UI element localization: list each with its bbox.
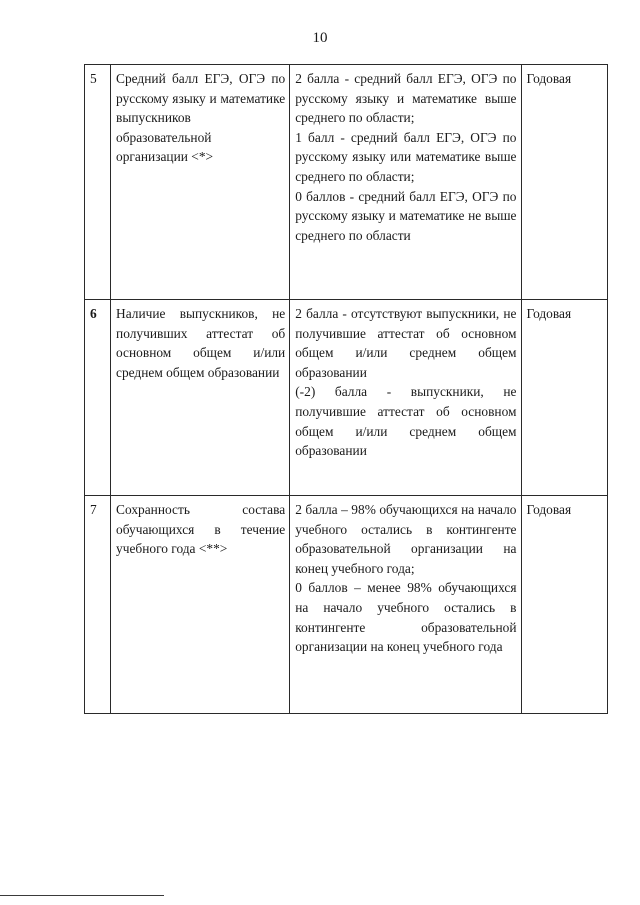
criteria-line: 0 баллов - средний балл ЕГЭ, ОГЭ по русскому языку и математике не выше среднего по области [295,188,517,243]
periodicity-cell: Годовая [521,496,608,714]
criteria-cell [290,65,521,300]
indicator-cell: Средний балл ЕГЭ, ОГЭ по русскому языку и математике выпускников образовательной организации <*> [111,65,290,300]
criteria-line: 1 балл - средний балл ЕГЭ, ОГЭ по русскому языку или математике выше среднего по области; [295,129,517,184]
indicator-cell: Сохранность состава обучающихся в течение учебного года <**> [111,496,290,714]
row-number: 6 [85,300,111,496]
footnote-divider [0,895,164,896]
table-row [85,496,608,714]
criteria-table [84,64,608,714]
criteria-line: 2 балла - отсутствуют выпускники, не получившие аттестат об основном общем и/или среднем общем образовании [295,306,517,380]
criteria-cell [290,496,521,714]
row-number: 7 [85,496,111,714]
periodicity-cell: Годовая [521,300,608,496]
table-row [85,65,608,300]
criteria-line: 2 балла – 98% обучающихся на начало учебного остались в контингенте образовательной организации на конец учебного года; [295,502,517,576]
table-row [85,300,608,496]
criteria-line: (-2) балла - выпускники, не получившие аттестат об основном общем и/или среднем общем образовании [295,384,517,459]
row-number: 5 [85,65,111,300]
periodicity-cell: Годовая [521,65,608,300]
criteria-line: 0 баллов – менее 98% обучающихся на начало учебного остались в контингенте образовательной организации на конец учебного года [295,580,517,655]
criteria-line: 2 балла - средний балл ЕГЭ, ОГЭ по русскому языку и математике выше среднего по области; [295,71,517,126]
criteria-cell [290,300,521,496]
indicator-cell: Наличие выпускников, не получивших аттестат об основном общем и/или среднем общем образовании [111,300,290,496]
page-number: 10 [312,30,328,46]
